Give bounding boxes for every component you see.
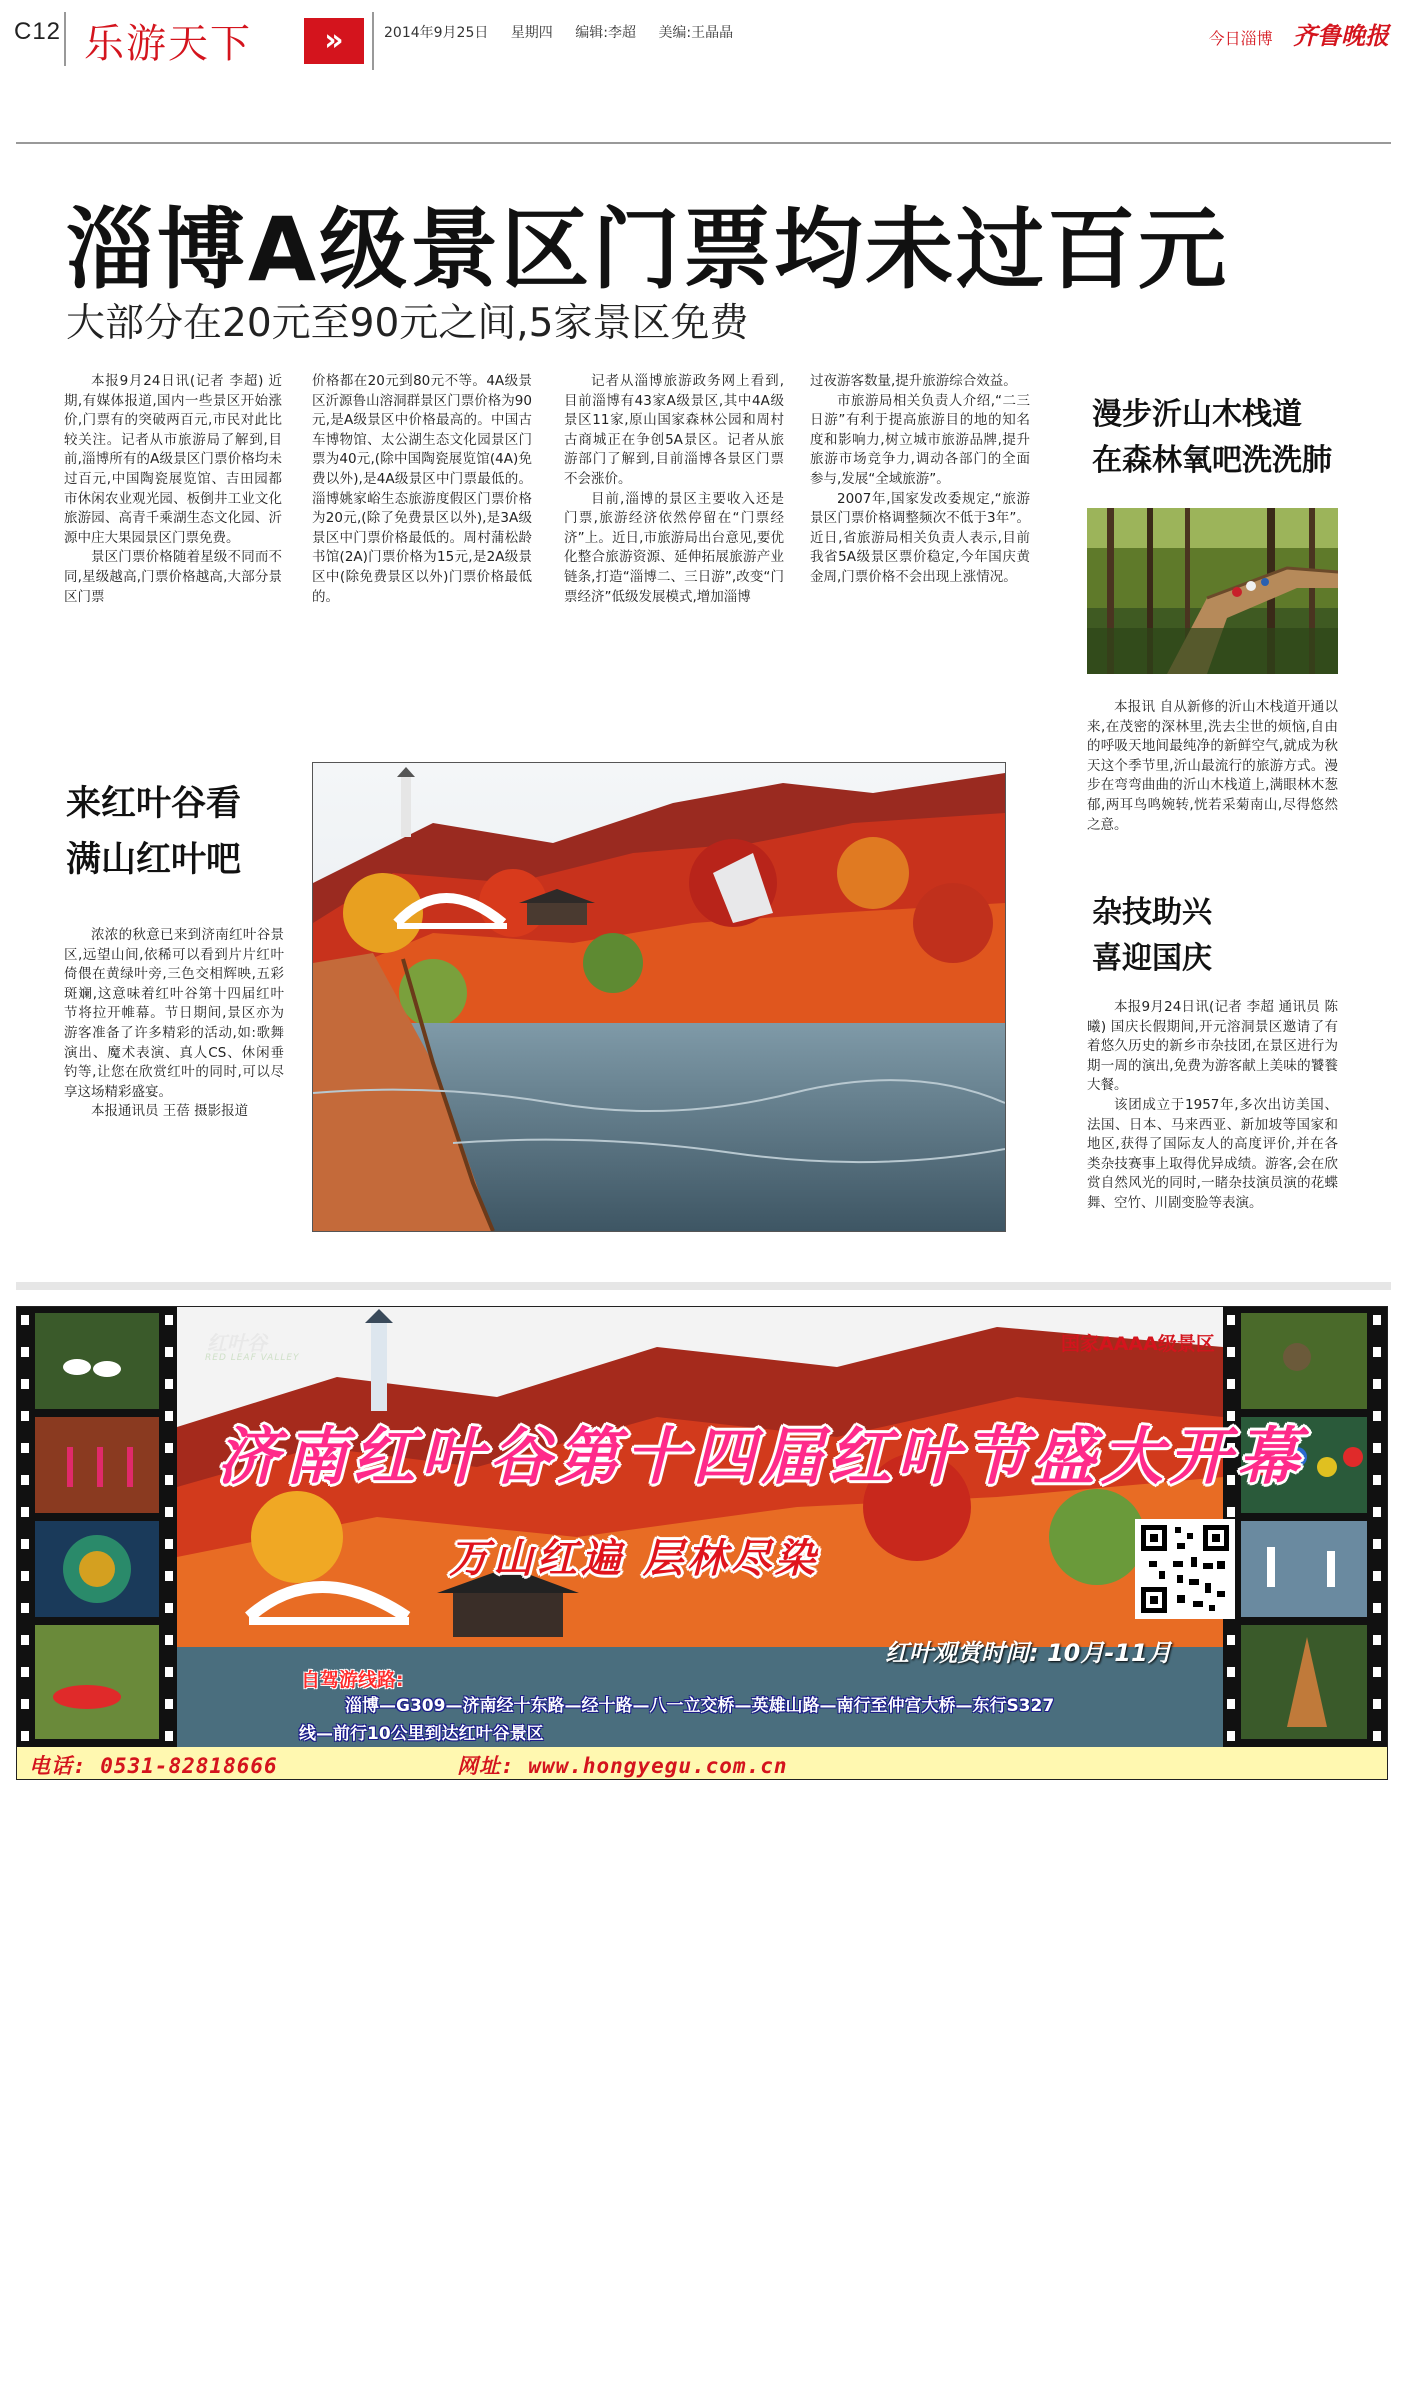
paragraph: 市旅游局相关负责人介绍,“二三日游”有利于提高旅游目的地的知名度和影响力,树立城市旅游品牌,提升旅游市场竞争力,调动各部门的全面参与,发展“全域旅游”。 (810, 392, 1030, 487)
title-line: 杂技助兴 (1092, 895, 1212, 930)
header-divider (64, 12, 66, 66)
paragraph: 浓浓的秋意已来到济南红叶谷景区,远望山间,依稀可以看到片片红叶倚偎在黄绿叶旁,三色交相辉映,五彩斑斓,这意味着红叶谷第十四届红叶节将拉开帷幕。节日期间,景区亦为游客准备了许多精彩的活动,如:歌舞演出、魔术表演、真人CS、休闲垂钓等,让您在欣赏红叶的同时,可以尽享这场精彩盛宴。 (64, 927, 284, 1100)
edition-name: 今日淄博 (1208, 29, 1273, 48)
paragraph: 该团成立于1957年,多次出访美国、法国、日本、马来西亚、新加坡等国家和地区,获得了国际友人的高度评价,并在各类杂技赛事上取得优异成绩。游客,会在欣赏自然风光的同时,一睹杂技演员演的花蝶舞、空竹、川剧变脸等表演。 (1087, 1096, 1338, 1211)
newspaper-logo: 齐鲁晚报 (1293, 21, 1389, 50)
route-description: 淄博—G309—济南经十东路—经十路—八一立交桥—英雄山路—南行至仲宫大桥—东行S327 (345, 1696, 1055, 1716)
editor-credit: 编辑:李超 (575, 25, 636, 41)
designer-credit: 美编:王晶晶 (658, 25, 734, 41)
ad-slogan: 万山红遍 层林尽染 (449, 1536, 819, 1582)
scenic-grade-badge: 国家AAAA级景区 (1061, 1333, 1215, 1355)
article-column-3 (564, 372, 784, 607)
contact-phone: 电话: 0531-82818666 (29, 1754, 278, 1778)
paragraph: 过夜游客数量,提升旅游综合效益。 (810, 373, 1017, 389)
side-story-body (1087, 998, 1338, 1214)
photo-credit: 本报通讯员 王蓓 摄影报道 (91, 1103, 249, 1120)
article-column-4 (810, 372, 1030, 588)
section-arrow-icon: » (304, 18, 364, 64)
paragraph: 本报讯 自从新修的沂山木栈道开通以来,在茂密的深林里,洗去尘世的烦恼,自由的呼吸天地间最纯净的新鲜空气,就成为秋天这个季节里,沂山最流行的旅游方式。漫步在弯弯曲曲的沂山木栈道上,满眼林木葱郁,两耳鸟鸣婉转,恍若采菊南山,尽得悠然之意。 (1087, 699, 1338, 833)
route-label: 自驾游线路: (301, 1669, 404, 1691)
paragraph: 本报9月24日讯(记者 李超 通讯员 陈曦) 国庆长假期间,开元溶洞景区邀请了有着悠久历史的新乡市杂技团,在景区进行为期一周的演出,免费为游客献上美味的饕餮大餐。 (1087, 999, 1338, 1094)
paragraph: 记者从淄博旅游政务网上看到,目前淄博有43家A级景区,其中4A级景区11家,原山国家森林公园和周村古商城正在争创5A景区。记者从旅游部门了解到,目前淄博各景区门票不会涨价。 (564, 373, 784, 487)
route-description: 线—前行10公里到达红叶谷景区 (299, 1724, 544, 1744)
newspaper-brand (1209, 16, 1389, 51)
qr-code-icon (1135, 1519, 1235, 1619)
forest-boardwalk-photo (1087, 508, 1338, 674)
issue-weekday: 星期四 (510, 25, 553, 41)
article-subhead: 大部分在20元至90元之间,5家景区免费 (66, 301, 749, 346)
issue-date: 2014年9月25日 (384, 25, 489, 41)
page-number: C12 (14, 18, 62, 45)
feature-title (66, 776, 241, 888)
side-story-title (1092, 890, 1212, 982)
paragraph: 2007年,国家发改委规定,“旅游景区门票价格调整频次不低于3年”。近日,省旅游局相关负责人表示,目前我省5A级景区票价稳定,今年国庆黄金周,门票价格不会出现上涨情况。 (810, 490, 1030, 585)
ad-logo: 红叶谷 (207, 1331, 267, 1355)
ad-title: 济南红叶谷第十四届红叶节盛大开幕 (217, 1420, 1306, 1493)
title-line: 满山红叶吧 (66, 840, 242, 880)
title-line: 在森林氧吧洗洗肺 (1092, 443, 1332, 478)
title-line: 漫步沂山木栈道 (1092, 397, 1302, 432)
article-column-2 (312, 372, 532, 607)
paragraph: 本报9月24日讯(记者 李超) 近期,有媒体报道,国内一些景区开始涨价,门票有的突破两百元,市民对此比较关注。记者从市旅游局了解到,目前,淄博所有的A级景区门票价格均未过百元,中国陶瓷展览馆、吉田园都市休闲农业观光园、板倒井工业文化旅游园、高青千乘湖生态文化园、沂源中庄大果园景区门票免费。 (64, 373, 282, 546)
contact-website: 网址: www.hongyegu.com.cn (457, 1754, 788, 1778)
issue-meta (384, 22, 751, 42)
paragraph: 价格都在20元到80元不等。4A级景区沂源鲁山溶洞群景区门票价格为90元,是A级景区中价格最高的。中国古车博物馆、太公湖生态文化园景区门票为40元,(除中国陶瓷展览馆(4A)免费以外),是4A级景区中门票最低的。淄博姚家峪生态旅游度假区门票价格为20元,(除了免费景区以外),是3A级景区中门票价格最低的。周村蒲松龄书馆(2A)门票价格为15元,是2A级景区中(除免费景区以外)门票价格最低的。 (312, 373, 532, 605)
red-leaf-valley-photo (312, 762, 1006, 1232)
ad-logo-subtitle: RED LEAF VALLEY (205, 1353, 300, 1363)
side-story-title (1092, 392, 1332, 484)
paragraph: 目前,淄博的景区主要收入还是门票,旅游经济依然停留在“门票经济”上。近日,市旅游局出台意见,要优化整合旅游资源、延伸拓展旅游产业链条,打造“淄博二、三日游”,改变“门票经济”低级发展模式,增加淄博 (564, 490, 784, 605)
article-column-1 (64, 372, 282, 607)
title-line: 喜迎国庆 (1092, 941, 1212, 976)
red-leaf-valley-advertisement (16, 1306, 1388, 1780)
header-rule (16, 142, 1391, 144)
article-headline: 淄博A级景区门票均未过百元 (66, 198, 1230, 301)
viewing-season: 红叶观赏时间: 10月-11月 (885, 1639, 1172, 1667)
feature-body (64, 926, 284, 1122)
header-divider (372, 12, 374, 70)
section-title: 乐游天下 (84, 21, 252, 67)
side-story-body (1087, 698, 1338, 835)
title-line: 来红叶谷看 (66, 784, 242, 824)
ad-divider (16, 1282, 1391, 1290)
paragraph: 景区门票价格随着星级不同而不同,星级越高,门票价格越高,大部分景区门票 (64, 549, 282, 605)
